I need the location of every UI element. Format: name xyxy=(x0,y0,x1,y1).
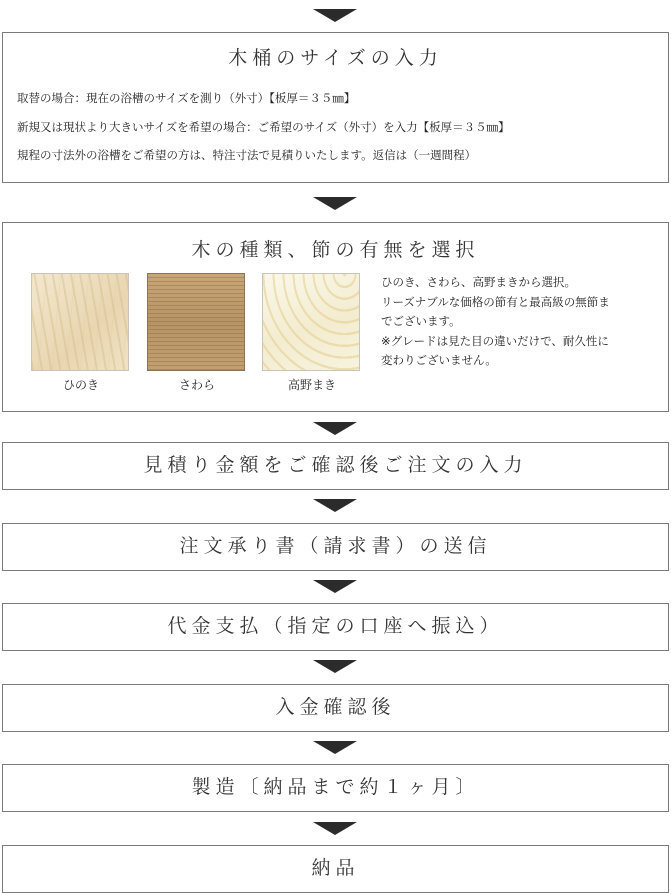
down-arrow-icon xyxy=(313,9,357,22)
swatch-hinoki xyxy=(31,273,131,393)
step-wood-box xyxy=(2,222,669,412)
step-after-deposit-box xyxy=(2,684,669,732)
wood-description-line: リーズナブルな価格の節有と最高級の無節ま xyxy=(381,294,610,309)
size-note: 取替の場合：現在の浴槽のサイズを測り（外寸）【板厚＝３５㎜】 xyxy=(17,91,356,105)
sawara-wood-image xyxy=(147,273,245,371)
swatch-label: さわら xyxy=(178,378,215,392)
step-title: 入金確認後 xyxy=(275,696,396,718)
swatch-label: ひのき xyxy=(62,378,99,392)
step-title: 納品 xyxy=(311,857,360,879)
step-size-box xyxy=(2,32,669,183)
koyamaki-wood-image xyxy=(262,273,360,371)
down-arrow-icon xyxy=(313,660,357,673)
size-note: 規程の寸法外の浴槽をご希望の方は、特注寸法で見積りいたします。返信は（一週間程） xyxy=(17,148,477,162)
step-title: 木桶のサイズの入力 xyxy=(228,47,443,69)
step-payment-box xyxy=(2,603,669,651)
swatch-label: 高野まき xyxy=(287,378,336,392)
wood-description-line: ひのき、さわら、高野まきから選択。 xyxy=(381,275,577,289)
down-arrow-icon xyxy=(313,422,357,435)
wood-description-line: 変わりございません。 xyxy=(381,353,497,367)
wood-description-line: でございます。 xyxy=(381,314,461,328)
step-title: 代金支払（指定の口座へ振込） xyxy=(167,615,504,637)
down-arrow-icon xyxy=(313,580,357,593)
wood-description-line: ※グレードは見た目の違いだけで、耐久性に xyxy=(381,333,609,348)
swatch-sawara xyxy=(147,273,247,393)
down-arrow-icon xyxy=(313,822,357,835)
down-arrow-icon xyxy=(313,741,357,754)
step-estimate-box xyxy=(2,442,669,490)
hinoki-wood-image xyxy=(31,273,129,371)
step-manufacture-box xyxy=(2,764,669,812)
step-title: 見積り金額をご確認後ご注文の入力 xyxy=(143,454,528,476)
down-arrow-icon xyxy=(313,499,357,512)
down-arrow-icon xyxy=(313,197,357,210)
step-title: 注文承り書（請求書）の送信 xyxy=(179,535,492,557)
size-note: 新規又は現状より大きいサイズを希望の場合：ご希望のサイズ（外寸）を入力【板厚＝３５㎜】 xyxy=(17,120,510,134)
swatch-koyamaki xyxy=(262,273,362,393)
wood-description xyxy=(381,273,610,371)
step-confirmation-box xyxy=(2,523,669,571)
step-title: 木の種類、節の有無を選択 xyxy=(191,239,480,261)
step-delivery-box xyxy=(2,845,669,893)
step-title: 製造〔納品まで約１ヶ月〕 xyxy=(191,776,480,798)
